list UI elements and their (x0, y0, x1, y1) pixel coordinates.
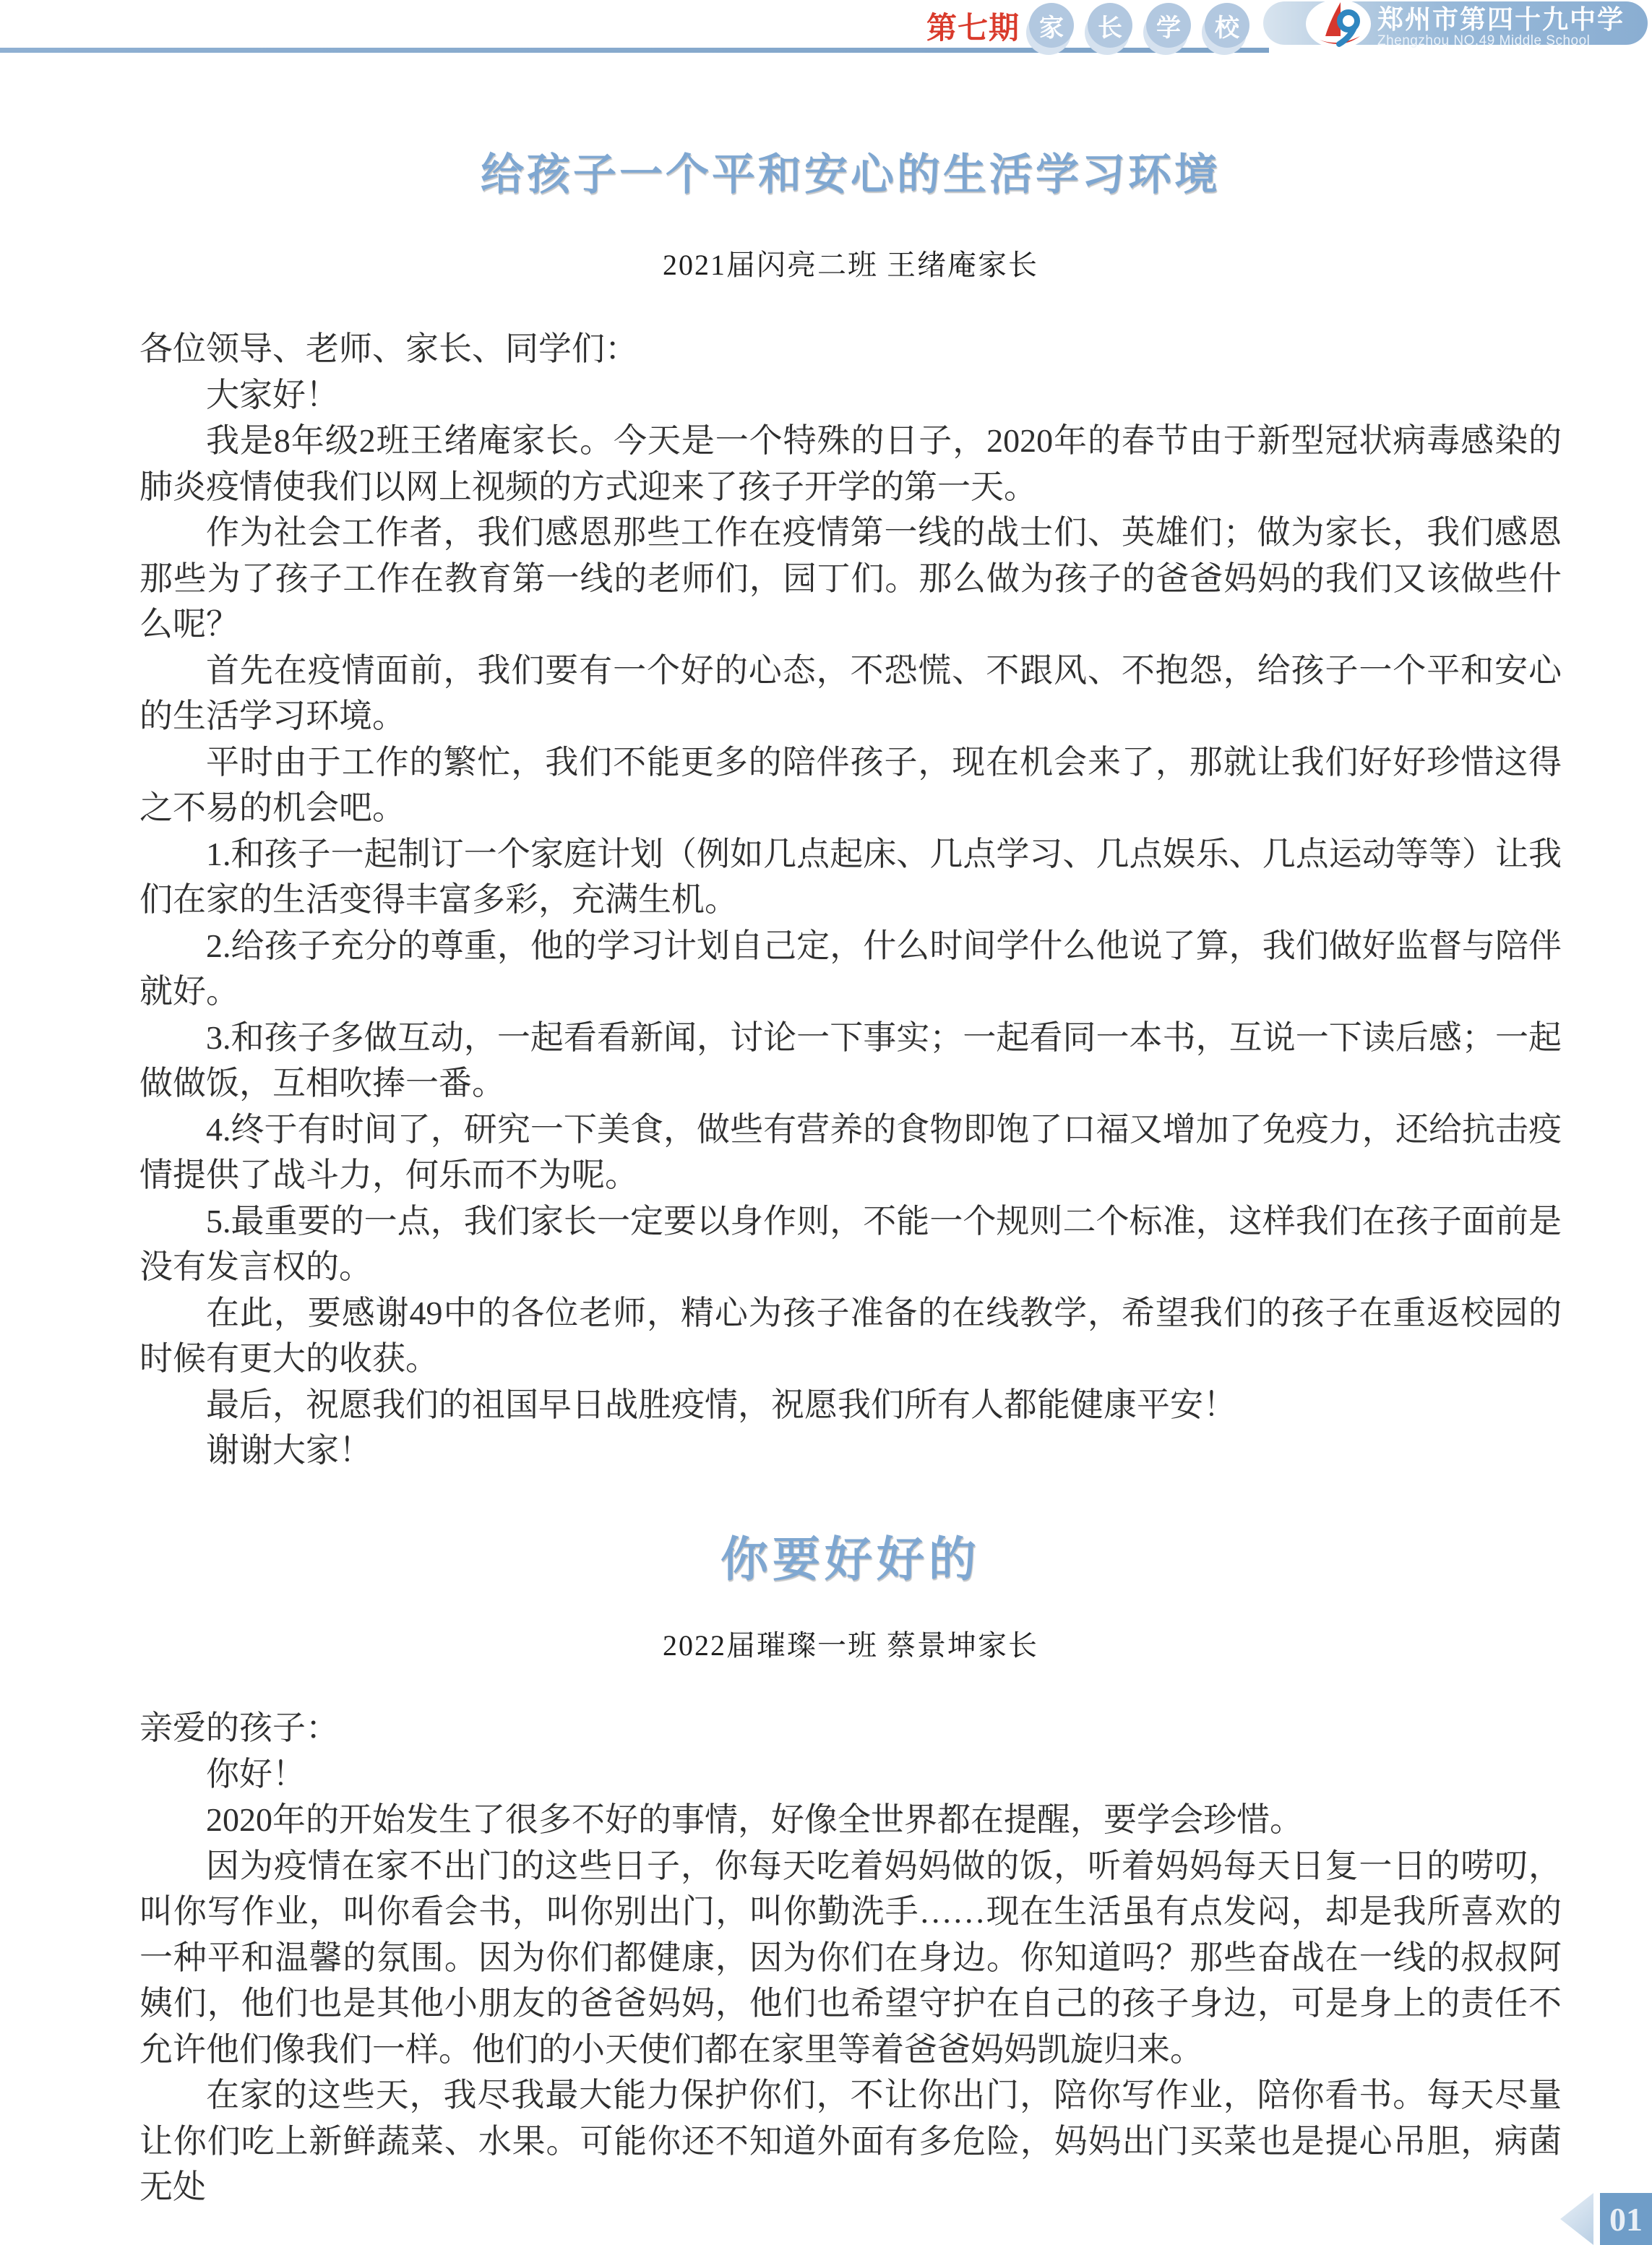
paragraph: 你好！ (206, 1755, 306, 1793)
badge-circle (1205, 3, 1249, 48)
paragraph: 我是8年级2班王绪庵家长。今天是一个特殊的日子，2020年的春节由于新型冠状病毒感染的肺炎疫情使我们以网上视频的方式迎来了孩子开学的第一天。 (139, 422, 1562, 505)
school-name-block (1377, 6, 1625, 48)
issue-label: 第七期 (926, 11, 1020, 45)
paragraph: 5.最重要的一点，我们家长一定要以身作则，不能一个规则二个标准，这样我们在孩子面前是没有发言权的。 (139, 1202, 1562, 1285)
paragraph: 平时由于工作的繁忙，我们不能更多的陪伴孩子，现在机会来了，那就让我们好好珍惜这得之不易的机会吧。 (139, 743, 1562, 826)
article-1-byline: 2021届闪亮二班 王绪庵家长 (663, 249, 1038, 281)
masthead-badges (1029, 3, 1249, 51)
paragraph: 各位领导、老师、家长、同学们： (139, 330, 638, 367)
badge-character: 学 (1156, 14, 1181, 42)
school-name-en: Zhengzhou NO.49 Middle School (1377, 33, 1591, 48)
paragraph: 最后，祝愿我们的祖国早日战胜疫情，祝愿我们所有人都能健康平安！ (206, 1386, 1236, 1423)
badge-circle (1146, 3, 1191, 48)
paragraph: 作为社会工作者，我们感恩那些工作在疫情第一线的战士们、英雄们；做为家长，我们感恩那些为了孩子工作在教育第一线的老师们，园丁们。那么做为孩子的爸爸妈妈的我们又该做些什么呢？ (139, 514, 1562, 643)
school-logo-icon (1305, 0, 1372, 48)
paragraph: 因为疫情在家不出门的这些日子，你每天吃着妈妈做的饭，听着妈妈每天日复一日的唠叨，叫你写作业，叫你看会书，叫你别出门，叫你勤洗手……现在生活虽有点发闷，却是我所喜欢的一种平和温馨的氛围。因为你们都健康，因为你们在身边。你知道吗？那些奋战在一线的叔叔阿姨们，他们也是其他小朋友的爸爸妈妈，他们也希望守护在自己的孩子身边，可是身上的责任不允许他们像我们一样。他们的小天使们都在家里等着爸爸妈妈凯旋归来。 (139, 1847, 1562, 2068)
badge-character: 长 (1098, 14, 1122, 42)
article-2-byline: 2022届璀璨一班 蔡景坤家长 (663, 1629, 1038, 1662)
article-2-body (139, 1705, 1562, 2210)
masthead-badge (1205, 3, 1249, 51)
masthead-badge (1029, 3, 1074, 51)
paragraph: 大家好！ (206, 376, 339, 413)
masthead-band (1263, 1, 1648, 48)
article-peaceful-environment (139, 0, 1562, 1474)
badge-character: 校 (1215, 14, 1239, 42)
article-1-body (139, 326, 1562, 1474)
masthead-badge (1146, 3, 1191, 51)
badge-circle (1088, 3, 1132, 48)
article-2-title: 你要好好的 (720, 1532, 981, 1586)
paragraph: 4.终于有时间了，研究一下美食，做些有营养的食物即饱了口福又增加了免疫力，还给抗击疫情提供了战斗力，何乐而不为呢。 (139, 1110, 1562, 1193)
main-column (139, 0, 1562, 2205)
page-number-badge: 01 (1600, 2193, 1652, 2245)
article-you-must-be-well (139, 1507, 1562, 2210)
paragraph: 1.和孩子一起制订一个家庭计划（例如几点起床、几点学习、几点娱乐、几点运动等等）让我们在家的生活变得丰富多彩，充满生机。 (139, 835, 1562, 918)
page-corner-triangle-icon (1560, 2193, 1593, 2245)
badge-character: 家 (1039, 14, 1064, 42)
paragraph: 2020年的开始发生了很多不好的事情，好像全世界都在提醒，要学会珍惜。 (206, 1801, 1303, 1838)
school-name-cn: 郑州市第四十九中学 (1377, 4, 1625, 34)
paragraph: 谢谢大家！ (206, 1432, 372, 1469)
paragraph: 在此，要感谢49中的各位老师，精心为孩子准备的在线教学，希望我们的孩子在重返校园的时候有更大的收获。 (139, 1294, 1562, 1377)
paragraph: 亲爱的孩子： (139, 1709, 339, 1746)
badge-circle (1029, 3, 1074, 48)
paragraph: 首先在疫情面前，我们要有一个好的心态，不恐慌、不跟风、不抱怨，给孩子一个平和安心的生活学习环境。 (139, 651, 1562, 734)
masthead-badge (1088, 3, 1132, 51)
paragraph: 3.和孩子多做互动，一起看看新闻，讨论一下事实；一起看同一本书，互说一下读后感；一起做做饭，互相吹捧一番。 (139, 1018, 1562, 1102)
article-1-title: 给孩子一个平和安心的生活学习环境 (481, 150, 1221, 199)
paragraph: 2.给孩子充分的尊重，他的学习计划自己定，什么时间学什么他说了算，我们做好监督与陪伴就好。 (139, 927, 1562, 1010)
paragraph: 在家的这些天，我尽我最大能力保护你们，不让你出门，陪你写作业，陪你看书。每天尽量让你们吃上新鲜蔬菜、水果。可能你还不知道外面有多危险，妈妈出门买菜也是提心吊胆，病菌无处 (139, 2077, 1562, 2205)
